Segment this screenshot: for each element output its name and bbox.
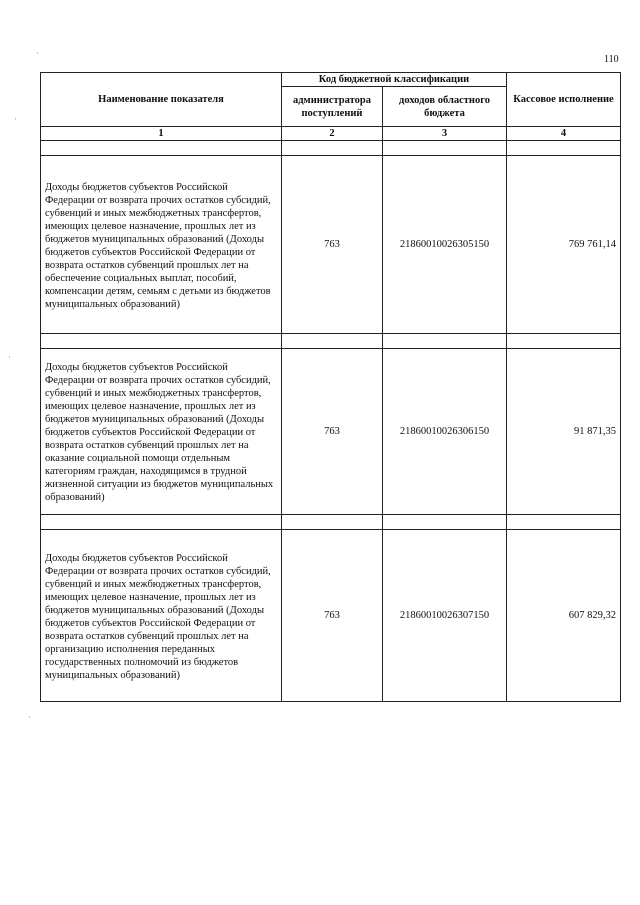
page-number: 110 xyxy=(604,54,619,65)
header-execution: Кассовое исполнение xyxy=(507,73,621,127)
col-number-1: 1 xyxy=(41,127,282,141)
table-row xyxy=(41,349,621,515)
row-name: Доходы бюджетов субъектов Российской Федерации от возврата прочих остатков субсидий, субвенций и иных межбюджетных трансфертов, имеющих целевое назначение, прошлых лет из бюджетов муниципальных образований (Доходы бюджетов субъектов Российской Федерации от возврата остатков субвенций прошлых лет на обеспечение социальных выплат, пособий, компенсации детям, семьям с детьми из бюджетов муниципальных образований) xyxy=(41,156,282,334)
row-income-code: 21860010026305150 xyxy=(383,156,507,334)
row-amount: 607 829,32 xyxy=(507,530,621,702)
col-number-4: 4 xyxy=(507,127,621,141)
table-row xyxy=(41,530,621,702)
row-admin-code: 763 xyxy=(282,156,383,334)
scan-speck: · xyxy=(28,712,31,722)
header-income: доходов областного бюджета xyxy=(383,87,507,127)
row-income-code: 21860010026306150 xyxy=(383,349,507,515)
header-admin: администратора поступлений xyxy=(282,87,383,127)
scan-speck: · xyxy=(8,352,11,362)
table-row xyxy=(41,156,621,334)
row-amount: 769 761,14 xyxy=(507,156,621,334)
scan-speck: · xyxy=(14,114,17,124)
header-classification: Код бюджетной классификации xyxy=(282,73,507,87)
scan-speck: · xyxy=(36,48,39,58)
col-number-2: 2 xyxy=(282,127,383,141)
row-income-code: 21860010026307150 xyxy=(383,530,507,702)
col-number-3: 3 xyxy=(383,127,507,141)
header-name: Наименование показателя xyxy=(41,73,282,127)
row-amount: 91 871,35 xyxy=(507,349,621,515)
row-admin-code: 763 xyxy=(282,530,383,702)
row-name: Доходы бюджетов субъектов Российской Федерации от возврата прочих остатков субсидий, субвенций и иных межбюджетных трансфертов, имеющих целевое назначение, прошлых лет из бюджетов муниципальных образований (Доходы бюджетов субъектов Российской Федерации от возврата остатков субвенций прошлых лет на оказание социальной помощи отдельным категориям граждан, находящимся в трудной жизненной ситуации из бюджетов муниципальных образований) xyxy=(41,349,282,515)
row-name: Доходы бюджетов субъектов Российской Федерации от возврата прочих остатков субсидий, субвенций и иных межбюджетных трансфертов, имеющих целевое назначение, прошлых лет из бюджетов муниципальных образований (Доходы бюджетов субъектов Российской Федерации от возврата остатков субвенций прошлых лет на организацию исполнения переданных государственных полномочий из бюджетов муниципальных образований) xyxy=(41,530,282,702)
row-admin-code: 763 xyxy=(282,349,383,515)
budget-table xyxy=(40,72,621,702)
